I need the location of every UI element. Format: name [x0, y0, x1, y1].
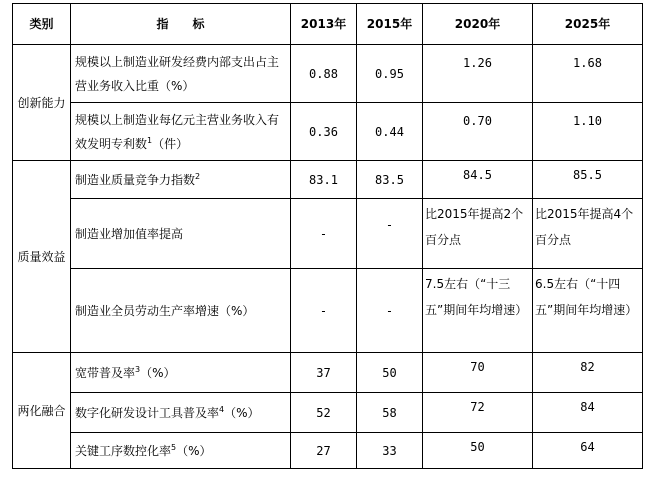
- value-2020: 7.5左右（“十三五”期间年均增速）: [423, 269, 533, 353]
- indicator-text: 规模以上制造业研发经费内部支出占主营业务收入比重（%）: [75, 54, 280, 93]
- value-2020: 50: [423, 433, 533, 469]
- value-2015: -: [357, 199, 423, 269]
- indicator-text: 宽带普及率: [75, 365, 136, 380]
- value-2013: 52: [291, 393, 357, 433]
- table-row: [13, 45, 643, 103]
- footnote-mark: 3: [135, 364, 141, 374]
- header-2015: 2015年: [357, 4, 423, 45]
- indicator-cell: [71, 161, 291, 199]
- value-2013: -: [291, 199, 357, 269]
- value-2020: 84.5: [423, 161, 533, 199]
- table-row: [13, 353, 643, 393]
- indicator-unit: （%）: [224, 405, 260, 420]
- indicator-text: 数字化研发设计工具普及率: [75, 405, 220, 420]
- header-2025: 2025年: [533, 4, 643, 45]
- value-2013: 83.1: [291, 161, 357, 199]
- value-2025: 64: [533, 433, 643, 469]
- indicator-unit: （%）: [176, 443, 212, 458]
- indicator-cell: [71, 393, 291, 433]
- value-2015: 0.44: [357, 103, 423, 161]
- value-2020: 0.70: [423, 103, 533, 161]
- value-2020: 比2015年提高2个百分点: [423, 199, 533, 269]
- header-indicator: 指 标: [71, 4, 291, 45]
- value-2025: 84: [533, 393, 643, 433]
- value-2015: 50: [357, 353, 423, 393]
- value-2020: 70: [423, 353, 533, 393]
- footnote-mark: 2: [195, 171, 201, 181]
- value-2013: 0.36: [291, 103, 357, 161]
- value-2015: 0.95: [357, 45, 423, 103]
- indicator-cell: [71, 433, 291, 469]
- header-category: 类别: [13, 4, 71, 45]
- footnote-mark: 4: [219, 404, 225, 414]
- header-2013: 2013年: [291, 4, 357, 45]
- value-2025: 1.68: [533, 45, 643, 103]
- indicator-cell: [71, 353, 291, 393]
- footnote-mark: 5: [171, 442, 177, 452]
- table-row: [13, 393, 643, 433]
- table-row: [13, 433, 643, 469]
- table-row: [13, 269, 643, 353]
- indicator-table: [12, 3, 643, 469]
- indicator-text: 规模以上制造业每亿元主营业务收入有效发明专利数: [75, 112, 280, 151]
- value-2025: 85.5: [533, 161, 643, 199]
- value-2015: -: [357, 269, 423, 353]
- table-row: [13, 199, 643, 269]
- value-2020: 1.26: [423, 45, 533, 103]
- header-2020: 2020年: [423, 4, 533, 45]
- value-2015: 58: [357, 393, 423, 433]
- value-2013: 0.88: [291, 45, 357, 103]
- header-row: [13, 4, 643, 45]
- indicator-cell: [71, 103, 291, 161]
- value-2013: 27: [291, 433, 357, 469]
- category-innovation: 创新能力: [13, 45, 71, 161]
- value-2015: 83.5: [357, 161, 423, 199]
- indicator-text: 关键工序数控化率: [75, 443, 172, 458]
- value-2013: -: [291, 269, 357, 353]
- value-2025: 6.5左右（“十四五”期间年均增速）: [533, 269, 643, 353]
- indicator-cell: 制造业增加值率提高: [71, 199, 291, 269]
- value-2020: 72: [423, 393, 533, 433]
- table-row: [13, 161, 643, 199]
- footnote-mark: 1: [147, 135, 153, 145]
- indicator-cell: 制造业全员劳动生产率增速（%）: [71, 269, 291, 353]
- value-2025: 82: [533, 353, 643, 393]
- value-2025: 比2015年提高4个百分点: [533, 199, 643, 269]
- category-integration: 两化融合: [13, 353, 71, 469]
- category-quality: 质量效益: [13, 161, 71, 353]
- value-2025: 1.10: [533, 103, 643, 161]
- indicator-cell: [71, 45, 291, 103]
- value-2013: 37: [291, 353, 357, 393]
- table-row: [13, 103, 643, 161]
- indicator-unit: （件）: [152, 136, 189, 151]
- indicator-unit: （%）: [140, 365, 176, 380]
- indicator-text: 制造业质量竞争力指数: [75, 172, 196, 187]
- value-2015: 33: [357, 433, 423, 469]
